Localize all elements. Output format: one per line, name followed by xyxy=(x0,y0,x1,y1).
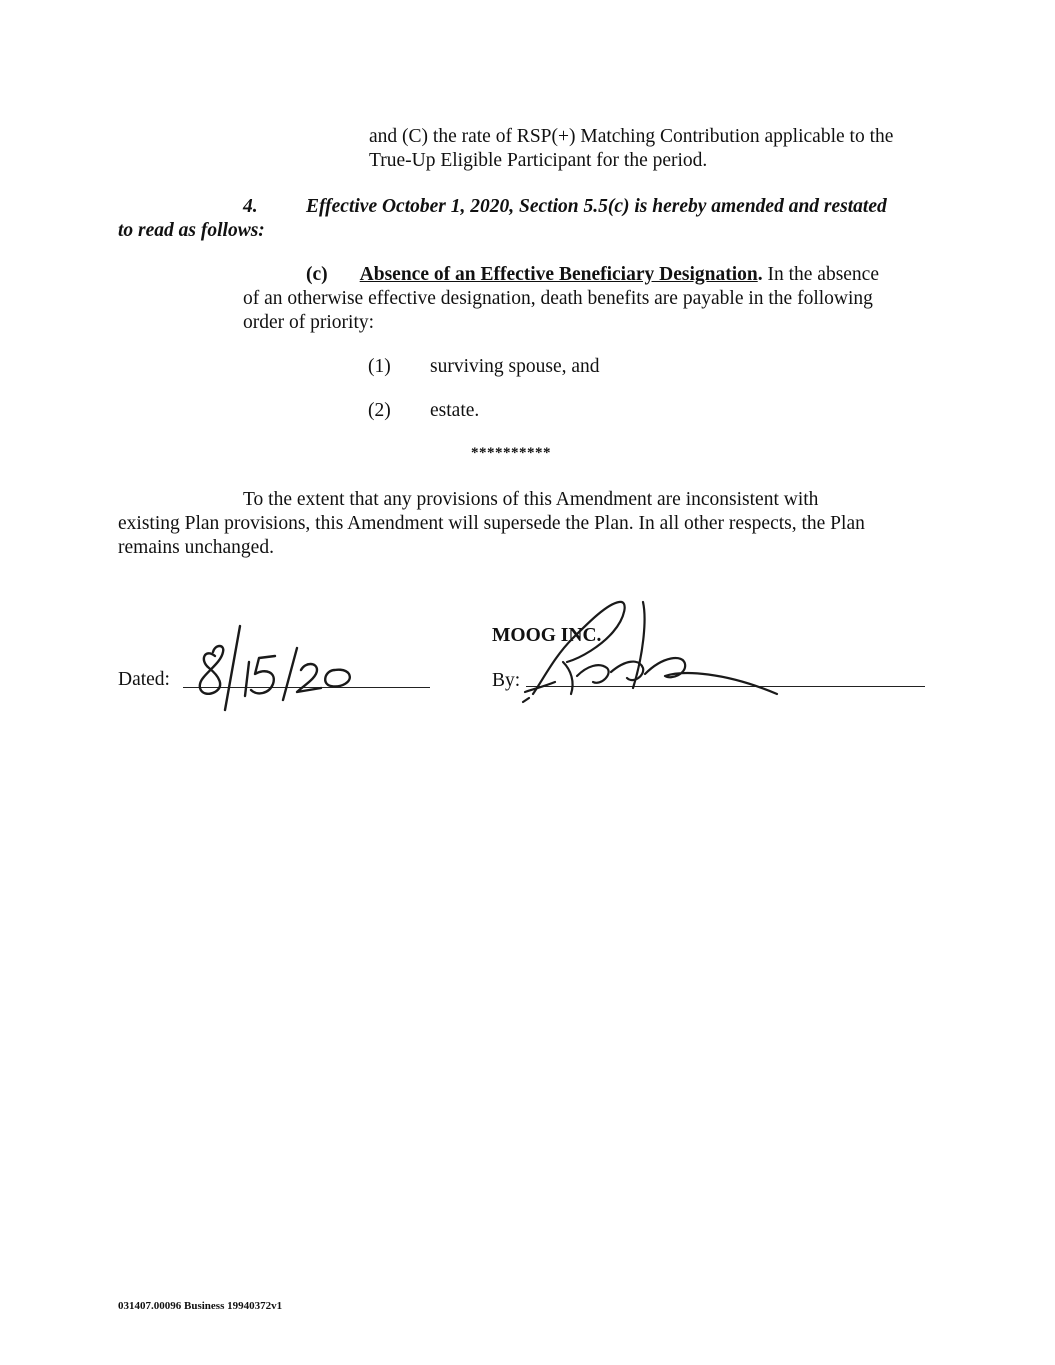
closing-line-2: existing Plan provisions, this Amendment will supersede the Plan. In all other respects, the Plan xyxy=(118,513,865,534)
priority-item-1-text: surviving spouse, and xyxy=(430,356,600,377)
by-label: By: xyxy=(492,670,521,691)
company-name: MOOG INC. xyxy=(492,625,602,646)
closing-line-3: remains unchanged. xyxy=(118,537,274,558)
section-4-heading-line-1: Effective October 1, 2020, Section 5.5(c) is hereby amended and restated xyxy=(306,196,887,217)
subsection-c-line-3: order of priority: xyxy=(243,312,375,333)
subsection-c-line-2: of an otherwise effective designation, death benefits are payable in the following xyxy=(243,288,873,309)
subsection-c-label: (c) xyxy=(306,264,328,285)
clause-c-line-2: True-Up Eligible Participant for the period. xyxy=(369,150,708,171)
closing-line-1: To the extent that any provisions of this Amendment are inconsistent with xyxy=(243,489,819,510)
subsection-c-heading-period: . xyxy=(757,264,763,285)
handwritten-signature xyxy=(515,596,785,706)
priority-item-2-number: (2) xyxy=(368,400,391,421)
section-4-number: 4. xyxy=(243,196,258,217)
subsection-c-heading: Absence of an Effective Beneficiary Designation xyxy=(359,264,758,285)
priority-item-2-text: estate. xyxy=(430,400,480,421)
separator-asterisks: ********** xyxy=(471,445,551,461)
section-4-heading-line-2: to read as follows: xyxy=(118,220,265,241)
subsection-c-line-1-text: In the absence xyxy=(767,264,879,285)
document-footer-id: 031407.00096 Business 19940372v1 xyxy=(118,1300,283,1312)
clause-c-line-1: and (C) the rate of RSP(+) Matching Contribution applicable to the xyxy=(369,126,894,147)
handwritten-date xyxy=(185,618,375,713)
priority-item-1-number: (1) xyxy=(368,356,391,377)
dated-label: Dated: xyxy=(118,669,170,690)
subsection-c-first-line xyxy=(306,263,879,287)
